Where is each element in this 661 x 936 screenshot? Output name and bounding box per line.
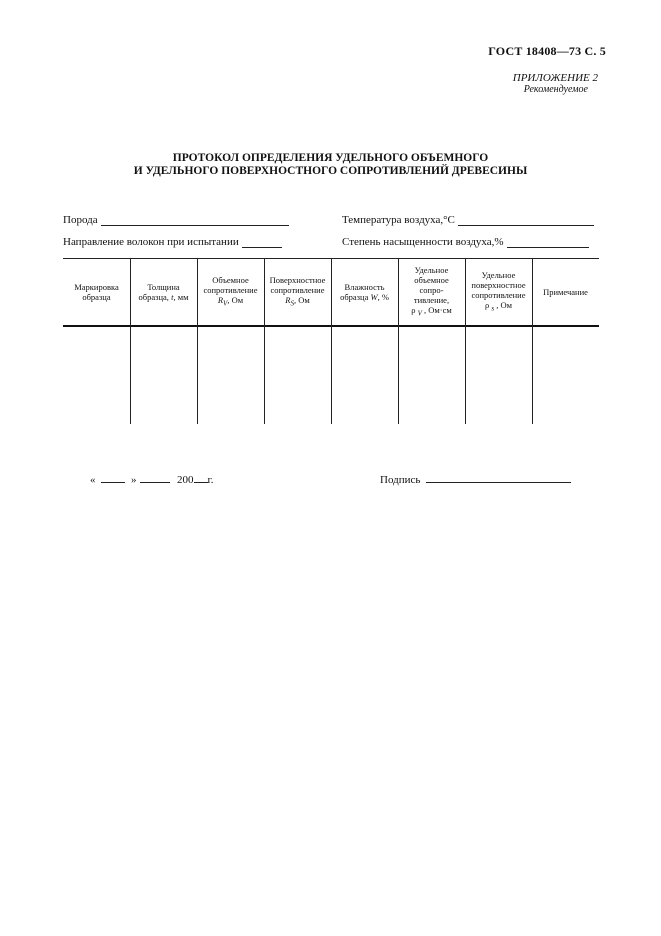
date-year-prefix: 200 bbox=[177, 474, 194, 486]
column-header-moisture: Влажность образца W, % bbox=[340, 282, 389, 302]
document-title bbox=[0, 152, 661, 178]
signature-blank[interactable] bbox=[426, 473, 571, 483]
date-day-blank[interactable] bbox=[101, 473, 125, 483]
appendix-note: Рекомендуемое bbox=[523, 84, 588, 95]
protocol-table bbox=[63, 258, 599, 424]
date-line[interactable] bbox=[90, 473, 214, 486]
species-label: Порода bbox=[63, 214, 98, 226]
column-header-specific-surface-resistance: Удельное поверхностное сопротивление ρ $_s$ , Ом bbox=[471, 270, 526, 313]
air-temperature-field[interactable] bbox=[342, 214, 594, 226]
column-header-note: Примечание bbox=[543, 287, 588, 297]
date-open-quote: « bbox=[90, 474, 96, 486]
appendix-label bbox=[513, 72, 598, 96]
column-header-marking: Маркировка образца bbox=[74, 282, 119, 302]
air-saturation-label: Степень насыщенности воздуха,% bbox=[342, 236, 504, 248]
date-year-blank[interactable] bbox=[194, 473, 208, 483]
appendix-number: ПРИЛОЖЕНИЕ 2 bbox=[512, 72, 598, 84]
species-blank[interactable] bbox=[101, 216, 289, 226]
fiber-direction-field[interactable] bbox=[63, 236, 282, 248]
fiber-direction-blank[interactable] bbox=[242, 238, 282, 248]
column-header-thickness: Толщина образца, t, мм bbox=[138, 282, 189, 302]
fiber-direction-label: Направление волокон при испытании bbox=[63, 236, 239, 248]
date-year-suffix: г. bbox=[207, 474, 214, 486]
column-header-surface-resistance: Поверхностное сопротивление $R_S$, Ом bbox=[269, 275, 326, 308]
date-close-quote: » bbox=[131, 474, 137, 486]
column-header-volume-resistance: Объемное сопротивление $R_V$, Ом bbox=[203, 275, 258, 308]
column-header-specific-volume-resistance: Удельное объемное сопро- тивление, ρ $_V$ , Ом·см bbox=[411, 265, 452, 318]
air-temperature-blank[interactable] bbox=[458, 216, 594, 226]
signature-label: Подпись bbox=[380, 474, 421, 486]
air-saturation-blank[interactable] bbox=[507, 238, 589, 248]
date-month-blank[interactable] bbox=[140, 473, 170, 483]
signature-line[interactable] bbox=[380, 473, 571, 486]
title-line-1: ПРОТОКОЛ ОПРЕДЕЛЕНИЯ УДЕЛЬНОГО ОБЪЕМНОГО bbox=[172, 152, 489, 164]
air-saturation-field[interactable] bbox=[342, 236, 589, 248]
standard-number: ГОСТ 18408—73 С. 5 bbox=[488, 44, 606, 58]
species-field[interactable] bbox=[63, 214, 289, 226]
air-temperature-label: Температура воздуха,°С bbox=[342, 214, 455, 226]
title-line-2: И УДЕЛЬНОГО ПОВЕРХНОСТНОГО СОПРОТИВЛЕНИЙ ДРЕВЕСИНЫ bbox=[133, 165, 528, 177]
